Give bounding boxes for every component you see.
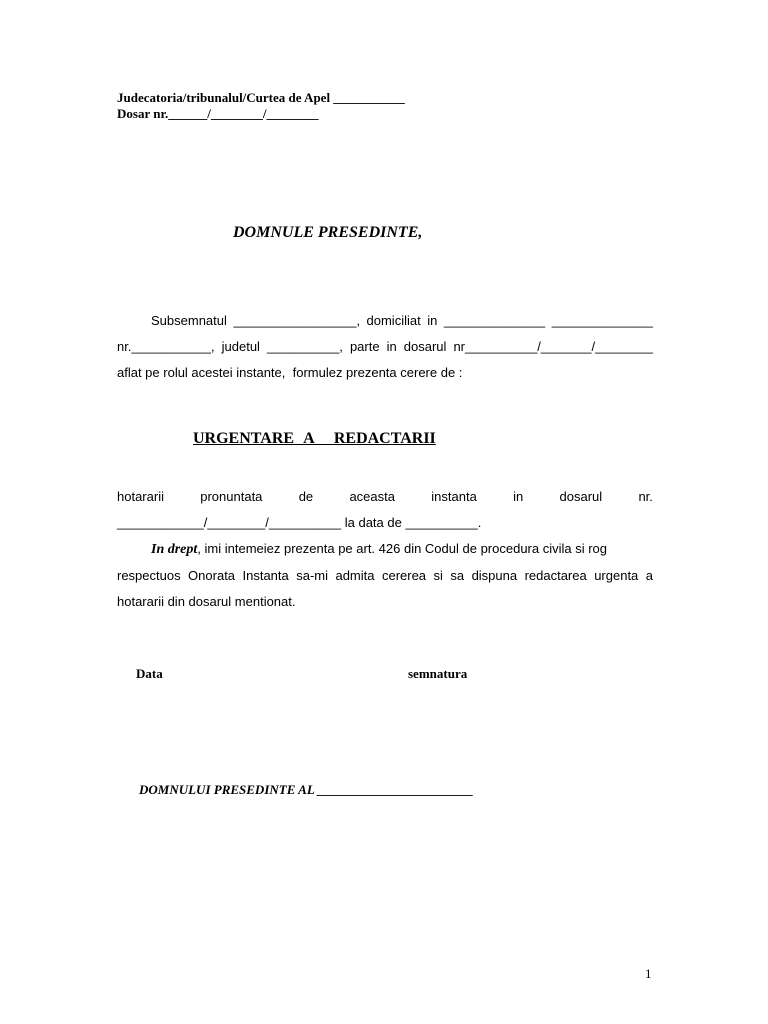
signature-label: semnatura [408,666,468,681]
body-line-2: ____________/________/__________ la data de __________. [117,515,482,530]
intro-word: dosarul [403,339,447,354]
body-word: dosarul [559,489,603,504]
body-word: aceasta [349,489,395,504]
body-word: in [513,489,524,504]
page-title: DOMNULE PRESEDINTE, [233,224,423,241]
intro-word: Subsemnatul [151,313,227,328]
intro-word: __________, [266,339,343,354]
intro-line-2 [117,334,653,360]
intro-word: in [386,339,397,354]
intro-word: in [427,313,438,328]
intro-word: judetul [221,339,260,354]
intro-word: nr__________/_______/________ [453,339,653,354]
intro-word: nr.___________, [117,339,215,354]
body-line-5: hotararii din dosarul mentionat. [117,594,296,609]
addressee-line: DOMNULUI PRESEDINTE AL ________________________ [139,782,474,797]
date-label: Data [136,666,163,681]
body-line-4: respectuos Onorata Instanta sa-mi admita cererea si sa dispuna redactarea urgenta a [117,568,653,583]
body-line-3 [117,536,653,563]
intro-paragraph [117,308,653,386]
intro-line-1 [117,308,653,334]
page-number: 1 [645,966,652,981]
legal-basis-label: In drept [151,542,198,557]
intro-word: domiciliat [366,313,421,328]
intro-word: parte [349,339,380,354]
case-number-line: Dosar nr.______/________/________ [117,106,319,121]
request-subject: URGENTARE A REDACTARII [193,430,436,447]
court-line: Judecatoria/tribunalul/Curtea de Apel ___________ [117,90,405,105]
body-paragraph [117,484,653,615]
body-line-3-text: , imi intemeiez prezenta pe art. 426 din Codul de procedura civila si rog [197,541,608,556]
body-word: hotararii [117,489,164,504]
body-word: nr. [638,489,653,504]
body-line-1 [117,484,653,510]
intro-word: ______________ [443,313,546,328]
body-word: de [298,489,314,504]
intro-word: _________________, [233,313,360,328]
intro-word: ______________ [551,313,653,328]
intro-line-3: aflat pe rolul acestei instante, formulez prezenta cerere de : [117,365,463,380]
body-word: pronuntata [200,489,263,504]
body-word: instanta [431,489,477,504]
